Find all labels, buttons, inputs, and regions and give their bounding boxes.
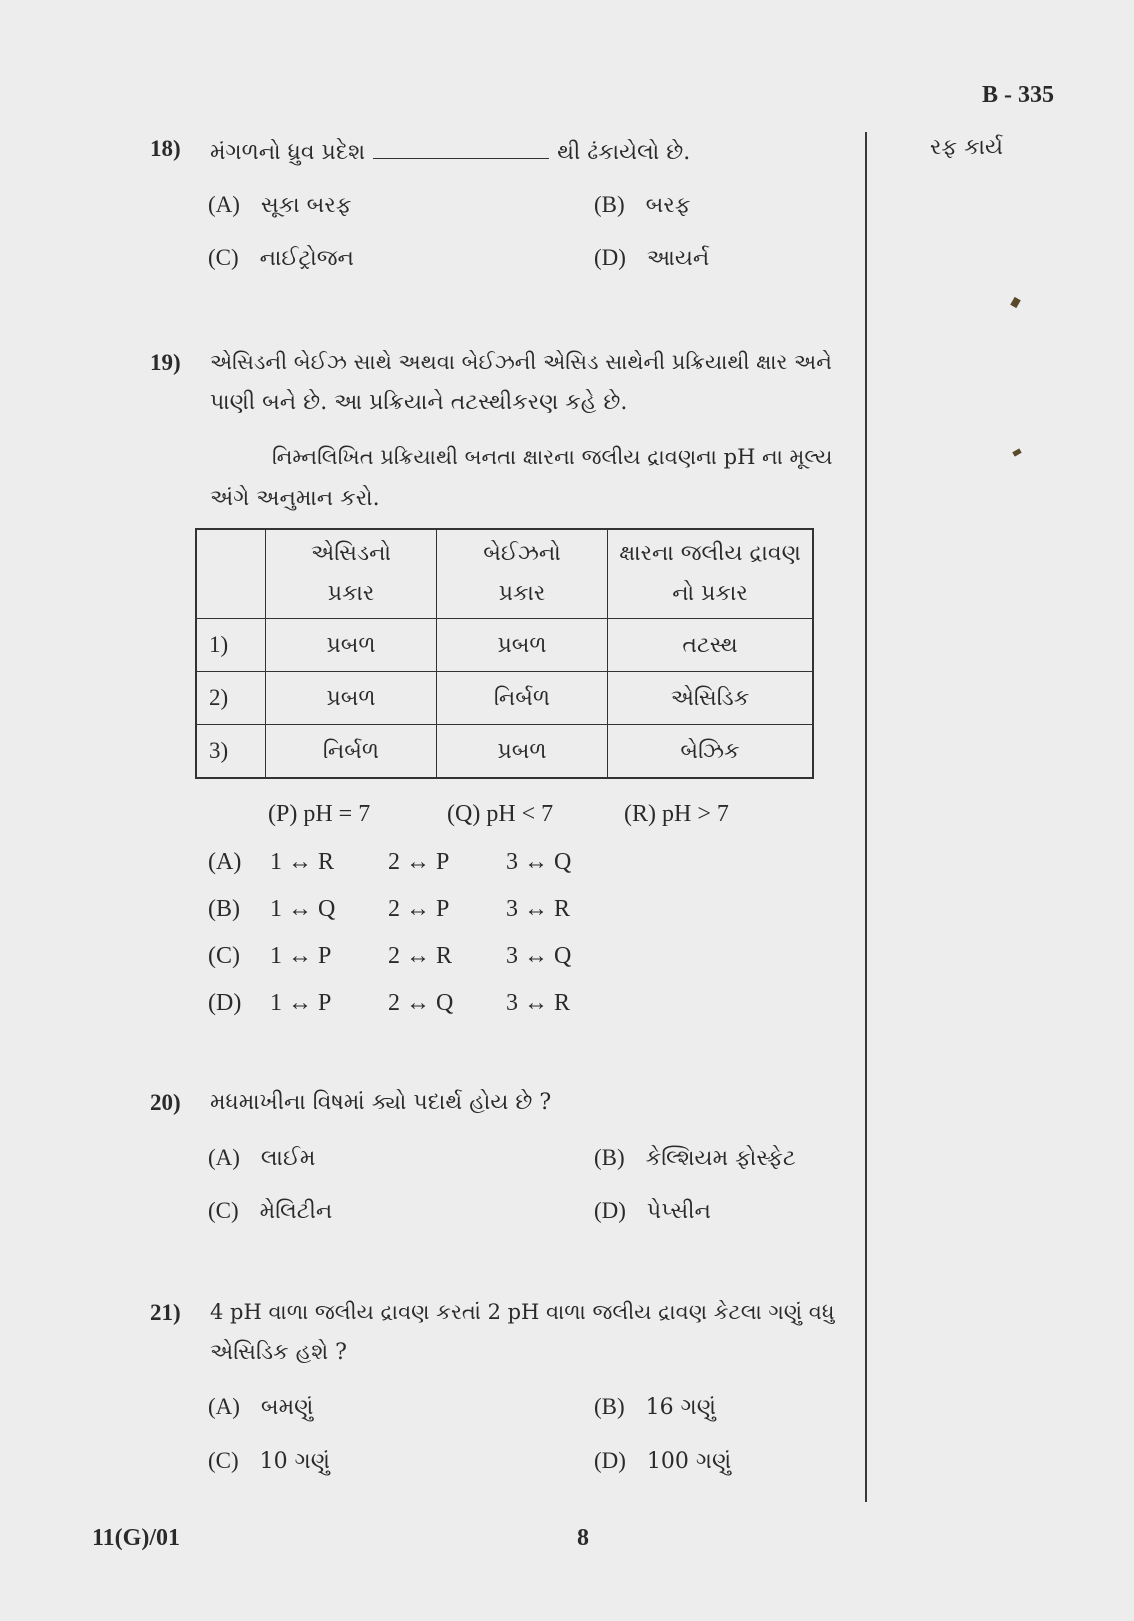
table-header-cell	[196, 529, 266, 619]
option-text: બરફ	[645, 193, 691, 218]
ph-value-p: (P) pH = 7	[268, 801, 371, 827]
option-text: લાઈમ	[260, 1146, 316, 1171]
option-text: 16 ગણું	[645, 1395, 716, 1420]
option-label: (D)	[594, 245, 626, 270]
question-text-line: પાણી બને છે. આ પ્રક્રિયાને તટસ્થીકરણ કહે છે.	[210, 390, 628, 415]
option-label: (C)	[208, 245, 239, 270]
question-text-line: અંગે અનુમાન કરો.	[210, 486, 380, 511]
option-d	[594, 1198, 711, 1224]
option-label: (D)	[594, 1448, 626, 1473]
option-d	[594, 245, 709, 271]
option-text: 100 ગણું	[646, 1449, 732, 1474]
option-label: (A)	[208, 1145, 240, 1170]
option-text: સૂકા બરફ	[260, 193, 352, 218]
match-pair: 2 ↔ R	[388, 943, 453, 969]
option-label: (A)	[208, 192, 240, 217]
option-text: મેલિટીન	[259, 1199, 333, 1224]
footer-code: 11(G)/01	[92, 1525, 180, 1551]
question-text-after: થી ઢંકાયેલો છે.	[557, 140, 691, 165]
option-label: (C)	[208, 1448, 239, 1473]
table-cell: પ્રબળ	[437, 619, 608, 672]
match-pair: 1 ↔ Q	[270, 896, 336, 922]
question-text-line: એસિડની બેઈઝ સાથે અથવા બેઈઝની એસિડ સાથેની પ્રક્રિયાથી ક્ષાર અને	[210, 350, 832, 374]
acid-base-table	[195, 528, 814, 779]
table-cell: તટસ્થ	[608, 619, 814, 672]
question-number: 18)	[150, 136, 181, 161]
option-d	[594, 1448, 731, 1474]
option-label: (B)	[594, 1394, 625, 1419]
table-row	[196, 672, 813, 725]
option-text: કેલ્શિયમ ફોસ્ફેટ	[645, 1146, 796, 1171]
table-cell: એસિડિક	[608, 672, 814, 725]
table-cell: 3)	[196, 725, 266, 779]
question-number: 19)	[150, 350, 181, 375]
option-text: બમણું	[260, 1395, 314, 1420]
match-pair: 2 ↔ P	[388, 896, 450, 922]
rough-work-label: રફ કાર્ય	[930, 135, 1004, 160]
question-number: 20)	[150, 1090, 181, 1115]
option-text: નાઈટ્રોજન	[259, 246, 354, 271]
match-pair: 1 ↔ P	[270, 943, 332, 969]
page-number: 8	[577, 1525, 589, 1551]
option-label: (D)	[208, 990, 242, 1016]
question-text: મધમાખીના વિષમાં ક્યો પદાર્થ હોય છે ?	[210, 1090, 552, 1115]
fill-blank	[373, 136, 549, 159]
question-text	[210, 136, 690, 165]
option-a	[208, 192, 351, 218]
option-b	[594, 1394, 716, 1420]
option-label: (B)	[594, 192, 625, 217]
ink-mark	[1012, 448, 1021, 456]
option-b	[594, 192, 690, 218]
table-cell: 1)	[196, 619, 266, 672]
option-label: (C)	[208, 943, 240, 969]
option-b	[594, 1145, 796, 1171]
table-cell: પ્રબળ	[437, 725, 608, 779]
table-header-cell: એસિડનો પ્રકાર	[266, 529, 437, 619]
question-text-line: એસિડિક હશે ?	[210, 1340, 347, 1365]
table-cell: 2)	[196, 672, 266, 725]
question-text-line: નિમ્નલિખિત પ્રક્રિયાથી બનતા ક્ષારના જલીય દ્રાવણના pH ના મૂલ્ય	[272, 445, 833, 469]
option-text: આયર્ન	[646, 246, 710, 271]
table-cell: નિર્બળ	[266, 725, 437, 779]
option-label: (A)	[208, 1394, 240, 1419]
question-text-line: 4 pH વાળા જલીય દ્રાવણ કરતાં 2 pH વાળા જલીય દ્રાવણ કેટલા ગણું વધુ	[210, 1300, 835, 1324]
option-a	[208, 1394, 313, 1420]
option-text: 10 ગણું	[259, 1449, 330, 1474]
table-cell: પ્રબળ	[266, 619, 437, 672]
paper-code: B - 335	[982, 82, 1054, 108]
match-pair: 3 ↔ Q	[506, 943, 572, 969]
match-pair: 3 ↔ R	[506, 990, 571, 1016]
option-a	[208, 1145, 315, 1171]
table-cell: નિર્બળ	[437, 672, 608, 725]
table-cell: બેઝિક	[608, 725, 814, 779]
option-label: (C)	[208, 1198, 239, 1223]
option-c	[208, 245, 354, 271]
ph-value-r: (R) pH > 7	[624, 801, 729, 827]
question-text-before: મંગળનો ધ્રુવ પ્રદેશ	[210, 140, 366, 165]
match-pair: 3 ↔ Q	[506, 849, 572, 875]
table-row	[196, 619, 813, 672]
ph-value-q: (Q) pH < 7	[447, 801, 554, 827]
match-pair: 1 ↔ P	[270, 990, 332, 1016]
table-header-cell: ક્ષારના જલીય દ્રાવણ નો પ્રકાર	[608, 529, 814, 619]
match-pair: 1 ↔ R	[270, 849, 335, 875]
option-label: (B)	[594, 1145, 625, 1170]
ink-mark	[1010, 297, 1021, 308]
option-label: (D)	[594, 1198, 626, 1223]
table-header-row	[196, 529, 813, 619]
match-pair: 2 ↔ P	[388, 849, 450, 875]
table-cell: પ્રબળ	[266, 672, 437, 725]
table-header-cell: બેઈઝનો પ્રકાર	[437, 529, 608, 619]
option-text: પેપ્સીન	[646, 1199, 711, 1224]
match-pair: 3 ↔ R	[506, 896, 571, 922]
question-number: 21)	[150, 1300, 181, 1325]
option-label: (B)	[208, 896, 240, 922]
match-pair: 2 ↔ Q	[388, 990, 454, 1016]
option-c	[208, 1198, 332, 1224]
option-label: (A)	[208, 849, 242, 875]
table-row	[196, 725, 813, 779]
margin-divider	[865, 132, 867, 1502]
option-c	[208, 1448, 330, 1474]
